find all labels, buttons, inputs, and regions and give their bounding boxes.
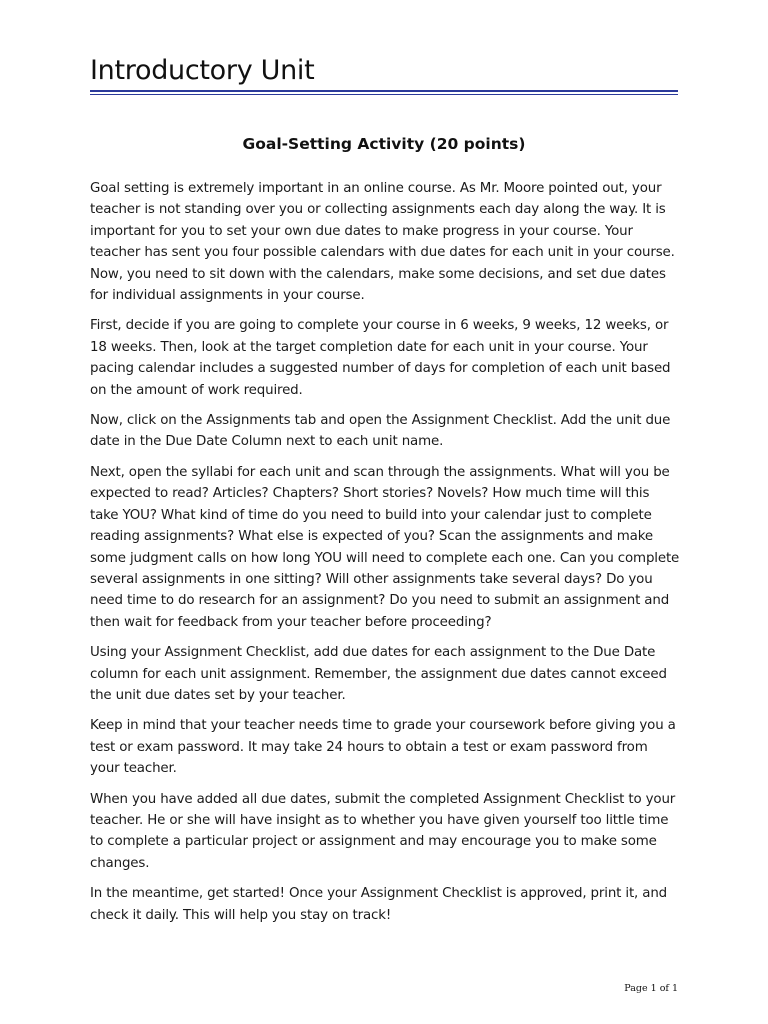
paragraph-3: Now, click on the Assignments tab and open the Assignment Checklist. Add the unit due date in the Due Date Column next to each unit name. bbox=[90, 413, 671, 450]
activity-title: Goal-Setting Activity (20 points) bbox=[242, 135, 526, 153]
body-text bbox=[90, 178, 680, 935]
paragraph-7: When you have added all due dates, submit the completed Assignment Checklist to your teacher. He or she will have insight as to whether you have given yourself too little time to complete a particular project or assignment and may encourage you to make some changes. bbox=[90, 791, 676, 871]
paragraph-5: Using your Assignment Checklist, add due dates for each assignment to the Due Date column for each unit assignment. Remember, the assignment due dates cannot exceed the unit due dates set by your teacher. bbox=[90, 645, 667, 703]
paragraph-6: Keep in mind that your teacher needs time to grade your coursework before giving you a test or exam password. It may take 24 hours to obtain a test or exam password from your teacher. bbox=[90, 718, 676, 777]
page-header bbox=[90, 52, 678, 95]
paragraph-4: Next, open the syllabi for each unit and scan through the assignments. What will you be expected to read? Articles? Chapters? Short stories? Novels? How much time will this take YOU? What kind of time do you need to build into your calendar just to complete reading assignments? What else is expected of you? Scan the assignments and make some judgment calls on how long YOU will need to complete each one. Can you complete several assignments in one sitting? Will other assignments take several days? Do you need time to do research for an assignment? Do you need to submit an assignment and then wait for feedback from your teacher before proceeding? bbox=[90, 464, 680, 630]
header-rule-thin bbox=[90, 94, 678, 95]
paragraph-1: Goal setting is extremely important in an online course. As Mr. Moore pointed out, your teacher is not standing over you or collecting assignments each day along the way. It is important for you to set your own due dates to make progress in your course. Your teacher has sent you four possible calendars with due dates for each unit in your course. Now, you need to sit down with the calendars, make some decisions, and set due dates for individual assignments in your course. bbox=[90, 181, 675, 304]
header-rule bbox=[90, 90, 678, 92]
paragraph-2: First, decide if you are going to complete your course in 6 weeks, 9 weeks, 12 weeks, or 18 weeks. Then, look at the target completion date for each unit in your course. Your pacing calendar includes a suggested number of days for completion of each unit based on the amount of work required. bbox=[90, 318, 671, 398]
page-title: Introductory Unit bbox=[90, 55, 315, 86]
paragraph-8: In the meantime, get started! Once your Assignment Checklist is approved, print it, and check it daily. This will help you stay on track! bbox=[90, 886, 668, 923]
page-number: Page 1 of 1 bbox=[624, 983, 678, 994]
